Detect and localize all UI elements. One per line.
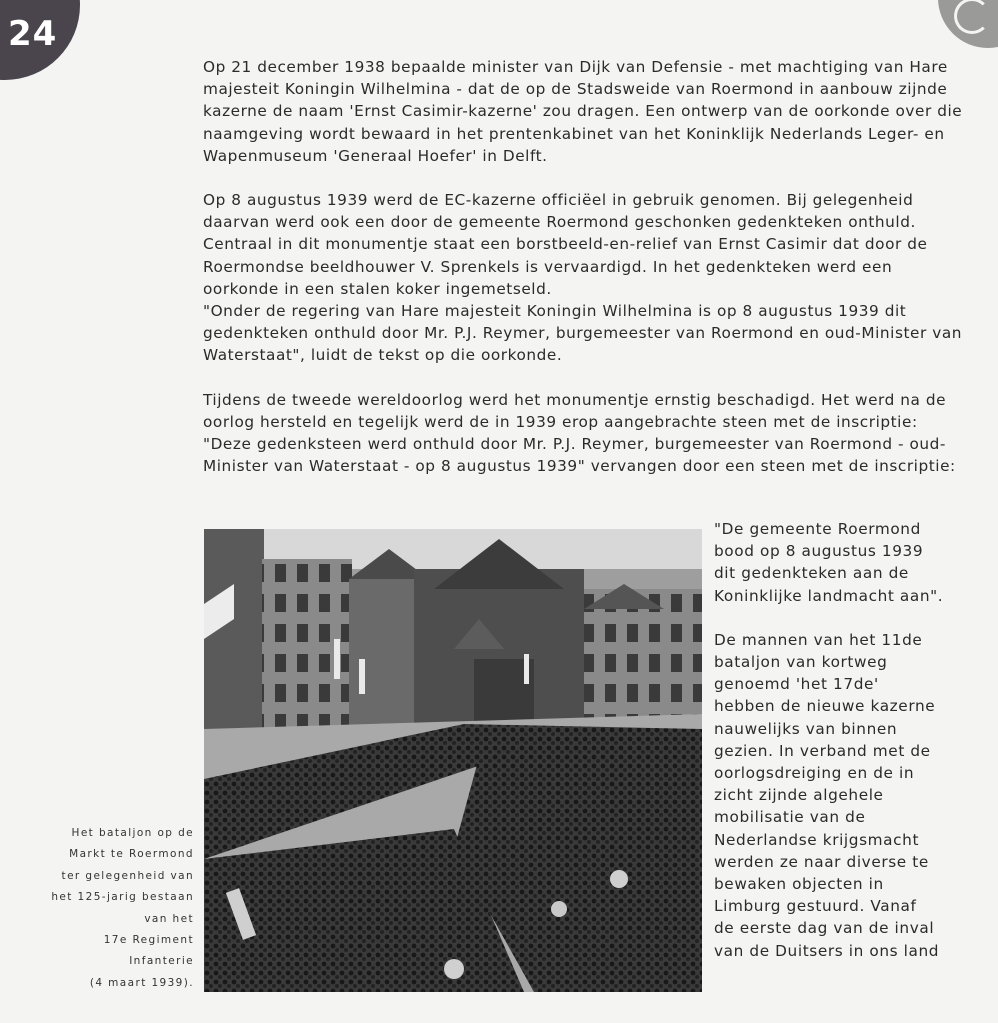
photo-caption bbox=[20, 823, 194, 994]
side-text-column bbox=[714, 518, 974, 962]
caption-line: Markt te Roermond bbox=[69, 848, 194, 861]
paragraph-charter-text: "Onder de regering van Hare majesteit Koningin Wilhelmina is op 8 augustus 1939 dit gedenkteken onthuld door Mr. P.J. Reymer, burgemeester van Roermond en oud-Minister van Waterstaat", luidt de tekst op die oorkonde. bbox=[203, 302, 962, 365]
body-line: mobilisatie van de bbox=[714, 808, 866, 827]
paragraph-naming: Op 21 december 1938 bepaalde minister van Dijk van Defensie - met machtiging van Hare majesteit Koningin Wilhelmina - dat de op de Stadsweide van Roermond in aanbouw zijnde kazerne de naam 'Ernst Casimir-kazerne' zou dragen. Een ontwerp van de oorkonde over die naamgeving wordt bewaard in het prentenkabinet van het Koninklijk Nederlands Leger- en Wapenmuseum 'Generaal Hoefer' in Delft. bbox=[203, 58, 963, 165]
body-line: van de Duitsers in ons land bbox=[714, 941, 940, 960]
body-line: bataljon van kortweg bbox=[714, 653, 888, 672]
body-line: Limburg gestuurd. Vanaf bbox=[714, 897, 917, 916]
body-line: De mannen van het 11de bbox=[714, 630, 923, 649]
parade-photo bbox=[204, 529, 702, 992]
caption-line: 17e Regiment bbox=[103, 934, 194, 947]
body-line: werden ze naar diverse te bbox=[714, 852, 929, 871]
page-number: 24 bbox=[8, 14, 58, 54]
body-line: bewaken objecten in bbox=[714, 875, 884, 894]
body-line: oorlogsdreiging en de in bbox=[714, 764, 915, 783]
body-line: gezien. In verband met de bbox=[714, 741, 931, 760]
body-line: hebben de nieuwe kazerne bbox=[714, 697, 936, 716]
caption-line: het 125-jarig bestaan bbox=[51, 891, 194, 904]
paragraph-war-damage: Tijdens de tweede wereldoorlog werd het monumentje ernstig beschadigd. Het werd na de oorlog hersteld en tegelijk werd de in 1939 erop aangebrachte steen met de inscriptie: "Deze gedenksteen werd onthuld door Mr. P.J. Reymer, burgemeester van Roermond - oud-Minister van Waterstaat - op 8 augustus 1939" vervangen door een steen met de inscriptie: bbox=[203, 390, 956, 476]
caption-line: Infanterie bbox=[129, 955, 194, 968]
quote-line: "De gemeente Roermond bbox=[714, 520, 921, 538]
body-line: de eerste dag van de inval bbox=[714, 919, 935, 938]
caption-line: ter gelegenheid van bbox=[61, 869, 194, 882]
body-line: Nederlandse krijgsmacht bbox=[714, 830, 920, 849]
corner-tab bbox=[938, 0, 998, 48]
body-line: zicht zijnde algehele bbox=[714, 786, 884, 805]
quote-line: dit gedenkteken aan de bbox=[714, 564, 909, 583]
paragraph-monument: Centraal in dit monumentje staat een borstbeeld-en-relief van Ernst Casimir dat door de Roermondse beeldhouwer V. Sprenkels is vervaardigd. In het gedenkteken werd een oorkonde in een stalen koker ingemetseld. bbox=[203, 235, 928, 298]
quote-line: bood op 8 augustus 1939 bbox=[714, 542, 924, 561]
main-text bbox=[203, 56, 971, 477]
caption-line: (4 maart 1939). bbox=[89, 976, 194, 989]
caption-line: van het bbox=[144, 912, 194, 925]
quote-line: Koninklijke landmacht aan". bbox=[714, 586, 944, 605]
paragraph-opening: Op 8 augustus 1939 werd de EC-kazerne officiëel in gebruik genomen. Bij gelegenheid daarvan werd ook een door de gemeente Roermond geschonken gedenkteken onthuld. bbox=[203, 191, 916, 232]
corner-tab-icon bbox=[954, 0, 990, 34]
body-line: nauwelijks van binnen bbox=[714, 719, 898, 738]
body-line: genoemd 'het 17de' bbox=[714, 675, 879, 694]
caption-line: Het bataljon op de bbox=[71, 827, 194, 839]
